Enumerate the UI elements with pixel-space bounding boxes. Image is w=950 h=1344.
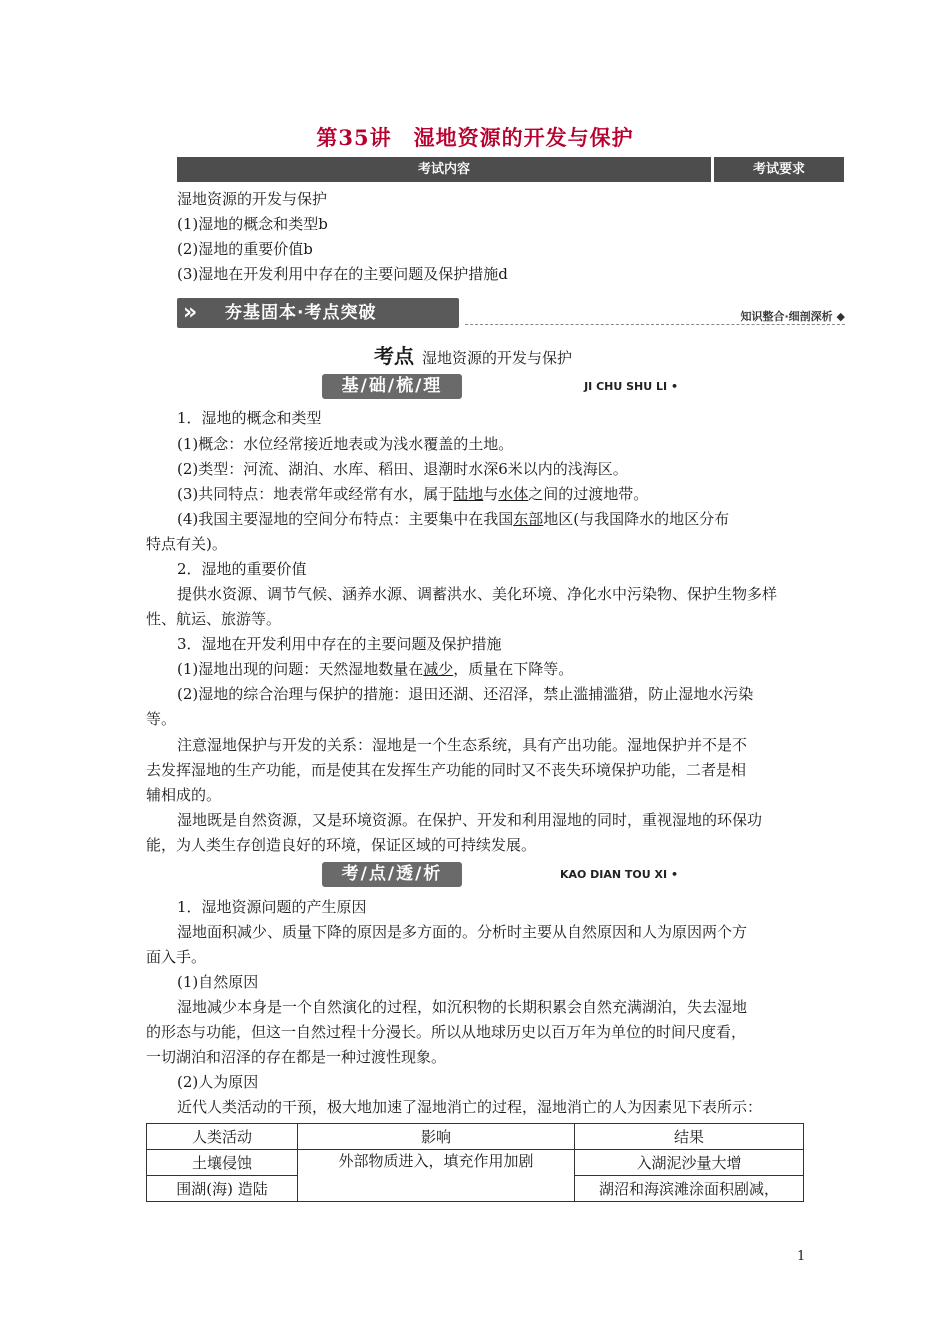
paragraph: 能，为人类生存创造良好的环境，保证区域的可持续发展。 <box>146 836 537 854</box>
paragraph: (2)湿地的综合治理与保护的措施：退田还湖、还沼泽，禁止滥捕滥猎，防止湿地水污染 <box>177 685 754 703</box>
diamond-icon: ◆ <box>836 310 845 323</box>
paragraph: 注意湿地保护与开发的关系：湿地是一个生态系统，具有产出功能。湿地保护并不是不 <box>177 736 748 754</box>
table-row <box>147 1150 804 1176</box>
paragraph: (2)类型：河流、湖泊、水库、稻田、退潮时水深6米以内的浅海区。 <box>177 460 628 478</box>
page-title: 第35讲 湿地资源的开发与保护 <box>316 125 634 150</box>
kaodian-label: 考点 <box>374 344 414 368</box>
section-analysis-title: 考/点/透/析 <box>341 864 443 884</box>
chevron-double-right-icon: » <box>183 300 198 325</box>
paragraph: 的形态与功能，但这一自然过程十分漫长。所以从地球历史以百万年为单位的时间尺度看， <box>146 1023 747 1041</box>
section-basics-header <box>302 374 682 399</box>
table-cell: 外部物质进入，填充作用加剧 <box>298 1150 575 1202</box>
banner-divider <box>465 324 845 325</box>
section-analysis-pinyin: KAO DIAN TOU XI • <box>559 868 678 881</box>
table-header-cell: 结果 <box>575 1124 804 1150</box>
basics-heading-1: 1．湿地的概念和类型 <box>177 409 322 427</box>
kaodian-topic: 湿地资源的开发与保护 <box>422 349 573 367</box>
paragraph: 提供水资源、调节气候、涵养水源、调蓄洪水、美化环境、净化水中污染物、保护生物多样 <box>177 585 778 603</box>
human-factors-table <box>146 1123 804 1202</box>
basics-heading-2: 2．湿地的重要价值 <box>177 560 307 578</box>
paragraph: 湿地既是自然资源，又是环境资源。在保护、开发和利用湿地的同时，重视湿地的环保功 <box>177 811 763 829</box>
paragraph: (1)湿地出现的问题：天然湿地数量在减少，质量在下降等。 <box>177 660 574 678</box>
exam-item: (3)湿地在开发利用中存在的主要问题及保护措施d <box>177 265 508 283</box>
paragraph: 等。 <box>146 710 177 728</box>
page-number: 1 <box>797 1249 806 1264</box>
paragraph: 性、航运、旅游等。 <box>146 610 282 628</box>
analysis-heading-3: (2)人为原因 <box>177 1073 259 1091</box>
paragraph: 湿地减少本身是一个自然演化的过程，如沉积物的长期积累会自然充满湖泊，失去湿地 <box>177 998 748 1016</box>
paragraph: 面入手。 <box>146 948 207 966</box>
paragraph: 近代人类活动的干预，极大地加速了湿地消亡的过程，湿地消亡的人为因素见下表所示： <box>177 1098 763 1116</box>
paragraph: 去发挥湿地的生产功能，而是使其在发挥生产功能的同时又不丧失环境保护功能，二者是相 <box>146 761 747 779</box>
paragraph: 湿地面积减少、质量下降的原因是多方面的。分析时主要从自然原因和人为原因两个方 <box>177 923 748 941</box>
banner-right-text: 知识整合·细剖深析 ◆ <box>740 310 845 323</box>
paragraph: (4)我国主要湿地的空间分布特点：主要集中在我国东部地区(与我国降水的地区分布 <box>177 510 730 528</box>
kaodian-heading <box>374 340 572 369</box>
analysis-heading-2: (1)自然原因 <box>177 973 259 991</box>
basics-heading-3: 3．湿地在开发利用中存在的主要问题及保护措施 <box>177 635 502 653</box>
table-cell: 湖沼和海滨滩涂面积剧减， <box>575 1176 804 1202</box>
exam-item: 湿地资源的开发与保护 <box>177 190 328 208</box>
banner-text: 夯基固本·考点突破 <box>225 303 377 323</box>
paragraph: 特点有关)。 <box>146 535 227 553</box>
section-basics-pinyin: JI CHU SHU LI • <box>584 380 678 393</box>
table-header-row <box>147 1124 804 1150</box>
exam-item: (1)湿地的概念和类型b <box>177 215 328 233</box>
paragraph: 辅相成的。 <box>146 786 222 804</box>
section-analysis-header <box>302 862 682 887</box>
table-header-cell: 影响 <box>298 1124 575 1150</box>
table-cell: 围湖(海) 造陆 <box>147 1176 298 1202</box>
paragraph: (1)概念：水位经常接近地表或为浅水覆盖的土地。 <box>177 435 514 453</box>
analysis-heading-1: 1．湿地资源问题的产生原因 <box>177 898 367 916</box>
table-header-cell: 人类活动 <box>147 1124 298 1150</box>
section-banner <box>177 298 845 328</box>
paragraph: (3)共同特点：地表常年或经常有水，属于陆地与水体之间的过渡地带。 <box>177 485 649 503</box>
paragraph: 一切湖泊和沼泽的存在都是一种过渡性现象。 <box>146 1048 447 1066</box>
table-cell: 入湖泥沙量大增 <box>575 1150 804 1176</box>
exam-requirement-header: 考试要求 <box>714 157 844 182</box>
table-cell: 土壤侵蚀 <box>147 1150 298 1176</box>
exam-item: (2)湿地的重要价值b <box>177 240 313 258</box>
exam-content-header: 考试内容 <box>177 157 711 182</box>
section-basics-title: 基/础/梳/理 <box>341 376 443 396</box>
